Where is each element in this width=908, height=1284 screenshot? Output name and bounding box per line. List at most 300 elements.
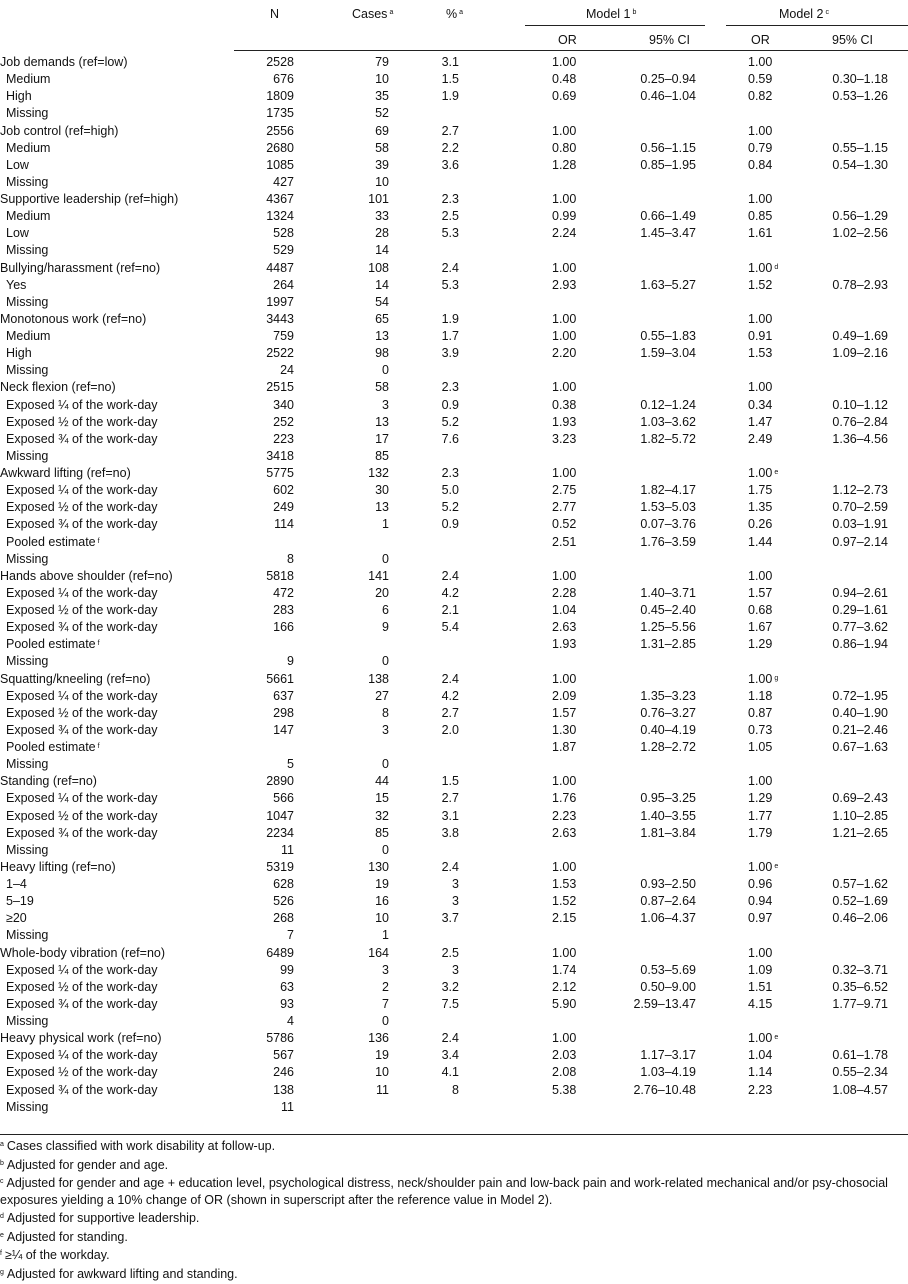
- table-row: [0, 225, 908, 242]
- cell-or-model1-text: 2.75: [552, 483, 576, 497]
- row-label-text: Exposed ¾ of the work-day: [6, 1083, 157, 1097]
- row-label-text: Standing (ref=no): [0, 774, 97, 788]
- cell-pct-text: 2.7: [442, 124, 459, 138]
- cell-ci-model1-text: 1.82–5.72: [640, 432, 696, 446]
- cell-n: [273, 790, 294, 807]
- cell-ci-model1-text: 0.95–3.25: [640, 791, 696, 805]
- cell-or-model2-text: 0.97: [748, 911, 772, 925]
- cell-ci-model1-text: 0.66–1.49: [640, 209, 696, 223]
- cell-or-model2-text: 1.57: [748, 586, 772, 600]
- row-label-text: Exposed ¼ of the work-day: [6, 963, 157, 977]
- cell-or-model2: [748, 516, 772, 533]
- cell-or-model1: [552, 482, 576, 499]
- cell-or-model1: [552, 945, 576, 962]
- cell-cases: [375, 876, 389, 893]
- cell-or-model2: [748, 465, 778, 482]
- cell-ci-model1: [630, 893, 696, 910]
- cell-pct: [442, 910, 459, 927]
- cell-or-model2-text: 4.15: [748, 997, 772, 1011]
- row-label-text: Exposed ½ of the work-day: [6, 603, 157, 617]
- cell-or-model2-text: 0.91: [748, 329, 772, 343]
- cell-n: [280, 996, 294, 1013]
- cell-cases-text: 20: [375, 586, 389, 600]
- cell-n: [273, 1082, 294, 1099]
- cell-ci-model1: [630, 140, 696, 157]
- cell-or-model1-text: 5.90: [552, 997, 576, 1011]
- cell-or-model1: [552, 722, 576, 739]
- table-row: [0, 482, 908, 499]
- label-superscript: f: [98, 640, 100, 647]
- cell-cases: [382, 362, 389, 379]
- row-label-text: Exposed ¼ of the work-day: [6, 689, 157, 703]
- cell-ci-model1: [630, 979, 696, 996]
- cell-or-model2: [748, 962, 772, 979]
- cell-n: [266, 465, 294, 482]
- table-row: [0, 123, 908, 140]
- cell-pct-text: 1.5: [442, 774, 459, 788]
- row-label: [6, 585, 157, 602]
- cell-ci-model1-text: 1.81–3.84: [640, 826, 696, 840]
- header-cases-sup: a: [389, 9, 393, 16]
- row-label: [6, 927, 48, 944]
- cell-pct: [442, 465, 459, 482]
- row-label-text: Low: [6, 158, 29, 172]
- cell-n: [273, 225, 294, 242]
- cell-or-model1-text: 1.00: [552, 1031, 576, 1045]
- cell-or-model2-text: 1.79: [748, 826, 772, 840]
- cell-pct: [442, 1047, 459, 1064]
- cell-or-model1: [552, 260, 576, 277]
- cell-n: [273, 242, 294, 259]
- cell-pct: [442, 140, 459, 157]
- row-label: [0, 260, 160, 277]
- cell-cases-text: 52: [375, 106, 389, 120]
- row-label: [6, 602, 157, 619]
- cell-n: [273, 893, 294, 910]
- cell-n-text: 93: [280, 997, 294, 1011]
- row-label-text: Exposed ¼ of the work-day: [6, 483, 157, 497]
- cell-ci-model2: [822, 996, 888, 1013]
- table-row: [0, 71, 908, 88]
- footnote-mark: d: [0, 1213, 4, 1220]
- row-label: [6, 876, 27, 893]
- cell-ci-model1-text: 0.46–1.04: [640, 89, 696, 103]
- cell-n: [273, 174, 294, 191]
- cell-ci-model1: [630, 88, 696, 105]
- footnote-mark: b: [0, 1160, 4, 1167]
- cell-cases-text: 14: [375, 278, 389, 292]
- cell-pct: [442, 123, 459, 140]
- table-row: [0, 756, 908, 773]
- row-label: [6, 705, 157, 722]
- row-label-text: Missing: [6, 928, 48, 942]
- cell-or-model2-text: 1.05: [748, 740, 772, 754]
- cell-ci-model2-text: 1.10–2.85: [832, 809, 888, 823]
- cell-cases: [375, 431, 389, 448]
- row-label: [6, 996, 157, 1013]
- cell-ci-model2-text: 0.67–1.63: [832, 740, 888, 754]
- row-label: [6, 140, 50, 157]
- cell-ci-model2: [822, 208, 888, 225]
- footnote-text: Adjusted for awkward lifting and standing.: [7, 1267, 238, 1281]
- cell-pct: [442, 671, 459, 688]
- cell-or-model1: [552, 277, 576, 294]
- row-label-text: Exposed ½ of the work-day: [6, 1065, 157, 1079]
- cell-or-model1: [552, 636, 576, 653]
- cell-or-model2-text: 0.59: [748, 72, 772, 86]
- table-row: [0, 636, 908, 653]
- cell-pct-text: 4.1: [442, 1065, 459, 1079]
- cell-cases-text: 30: [375, 483, 389, 497]
- cell-or-model1-text: 1.53: [552, 877, 576, 891]
- cell-n: [266, 260, 294, 277]
- cell-ci-model2-text: 0.94–2.61: [832, 586, 888, 600]
- cell-ci-model1-text: 1.03–3.62: [640, 415, 696, 429]
- cell-or-model2: [748, 671, 778, 688]
- cell-or-model2: [748, 225, 772, 242]
- rule-header-bottom: [234, 50, 908, 51]
- row-label-text: Exposed ¾ of the work-day: [6, 620, 157, 634]
- cell-pct: [442, 979, 459, 996]
- cell-or-model1-text: 1.00: [552, 124, 576, 138]
- cell-ci-model2-text: 0.77–3.62: [832, 620, 888, 634]
- row-label-text: 1–4: [6, 877, 27, 891]
- cell-ci-model2-text: 0.40–1.90: [832, 706, 888, 720]
- cell-n: [274, 516, 294, 533]
- cell-ci-model2-text: 1.09–2.16: [832, 346, 888, 360]
- cell-pct-text: 2.3: [442, 380, 459, 394]
- header-or2: OR: [751, 32, 770, 48]
- cell-n: [287, 756, 294, 773]
- cell-ci-model2-text: 1.12–2.73: [832, 483, 888, 497]
- cell-or-model1: [552, 345, 576, 362]
- cell-pct: [442, 722, 459, 739]
- table-row: [0, 893, 908, 910]
- table-row: [0, 859, 908, 876]
- row-label-text: Whole-body vibration (ref=no): [0, 946, 165, 960]
- cell-n-text: 2522: [266, 346, 294, 360]
- cell-cases-text: 10: [375, 1065, 389, 1079]
- cell-pct: [442, 345, 459, 362]
- cell-cases: [382, 1013, 389, 1030]
- cell-or-model2-text: 0.82: [748, 89, 772, 103]
- cell-pct-text: 7.5: [442, 997, 459, 1011]
- row-label: [6, 653, 48, 670]
- cell-cases-text: 44: [375, 774, 389, 788]
- table-row: [0, 705, 908, 722]
- cell-n: [273, 499, 294, 516]
- cell-n-text: 2890: [266, 774, 294, 788]
- cell-cases: [375, 225, 389, 242]
- footnote-mark: g: [0, 1269, 4, 1276]
- table-row: [0, 54, 908, 71]
- cell-or-model2: [748, 208, 772, 225]
- cell-ci-model2-text: 1.77–9.71: [832, 997, 888, 1011]
- footnote: [0, 1157, 900, 1176]
- cell-cases-text: 15: [375, 791, 389, 805]
- cell-pct-text: 2.5: [442, 209, 459, 223]
- table-row: [0, 174, 908, 191]
- header-or1: OR: [558, 32, 577, 48]
- cell-or-model2: [748, 123, 772, 140]
- row-label: [6, 825, 157, 842]
- footnote-mark: a: [0, 1141, 4, 1148]
- cell-or-model1-text: 1.57: [552, 706, 576, 720]
- cell-cases-text: 7: [382, 997, 389, 1011]
- cell-pct-text: 1.7: [442, 329, 459, 343]
- cell-ci-model1: [630, 482, 696, 499]
- row-label-text: Medium: [6, 72, 50, 86]
- cell-n-text: 567: [273, 1048, 294, 1062]
- cell-n-text: 246: [273, 1065, 294, 1079]
- row-label-text: Exposed ¾ of the work-day: [6, 723, 157, 737]
- row-label: [6, 516, 157, 533]
- row-label-text: Neck flexion (ref=no): [0, 380, 116, 394]
- cell-ci-model1-text: 0.40–4.19: [640, 723, 696, 737]
- row-label: [6, 448, 48, 465]
- cell-ci-model1: [630, 225, 696, 242]
- cell-pct: [442, 482, 459, 499]
- cell-pct-text: 3: [452, 894, 459, 908]
- cell-cases-text: 1: [382, 928, 389, 942]
- cell-ci-model2: [822, 397, 888, 414]
- cell-ci-model2: [822, 688, 888, 705]
- cell-n-text: 602: [273, 483, 294, 497]
- cell-pct-text: 7.6: [442, 432, 459, 446]
- cell-ci-model1-text: 1.25–5.56: [640, 620, 696, 634]
- cell-or-model2: [748, 945, 772, 962]
- cell-ci-model2-text: 0.69–2.43: [832, 791, 888, 805]
- row-label-text: Low: [6, 226, 29, 240]
- footnote: [0, 1247, 900, 1266]
- cell-ci-model1-text: 0.25–0.94: [640, 72, 696, 86]
- cell-ci-model1: [630, 345, 696, 362]
- cell-cases-text: 6: [382, 603, 389, 617]
- cell-or-model2-text: 0.34: [748, 398, 772, 412]
- cell-cases-text: 13: [375, 415, 389, 429]
- cell-n: [273, 1047, 294, 1064]
- cell-or-model2: [748, 260, 778, 277]
- table-row: [0, 825, 908, 842]
- row-label: [6, 551, 48, 568]
- cell-n: [273, 602, 294, 619]
- cell-or-model1-text: 1.00: [552, 380, 576, 394]
- cell-pct-text: 2.5: [442, 946, 459, 960]
- cell-or-model2: [748, 534, 772, 551]
- cell-n-text: 6489: [266, 946, 294, 960]
- header-model1: [586, 6, 636, 22]
- cell-or-model2-text: 1.00: [748, 946, 772, 960]
- cell-or-model1-text: 0.99: [552, 209, 576, 223]
- cell-cases-text: 138: [368, 672, 389, 686]
- cell-n: [273, 277, 294, 294]
- table-row: [0, 208, 908, 225]
- cell-cases: [375, 825, 389, 842]
- cell-n-text: 472: [273, 586, 294, 600]
- cell-or-model2-text: 1.00: [748, 860, 772, 874]
- row-label-text: Medium: [6, 209, 50, 223]
- row-label: [0, 191, 178, 208]
- row-label-text: Missing: [6, 106, 48, 120]
- cell-or-model2: [748, 636, 772, 653]
- cell-pct-text: 5.2: [442, 415, 459, 429]
- footnote: [0, 1138, 900, 1157]
- footnote: [0, 1175, 900, 1210]
- row-label-text: Missing: [6, 1014, 48, 1028]
- cell-n: [273, 688, 294, 705]
- cell-or-model2: [748, 482, 772, 499]
- cell-cases-text: 3: [382, 398, 389, 412]
- row-label-text: Hands above shoulder (ref=no): [0, 569, 173, 583]
- cell-ci-model2: [822, 722, 888, 739]
- cell-cases-text: 13: [375, 329, 389, 343]
- cell-ci-model1: [630, 499, 696, 516]
- cell-ci-model1: [630, 71, 696, 88]
- cell-n-text: 3443: [266, 312, 294, 326]
- cell-ci-model2-text: 1.08–4.57: [832, 1083, 888, 1097]
- cell-cases-text: 164: [368, 946, 389, 960]
- row-label-text: Missing: [6, 757, 48, 771]
- cell-n-text: 166: [273, 620, 294, 634]
- cell-n: [273, 71, 294, 88]
- cell-pct-text: 5.3: [442, 226, 459, 240]
- cell-or-model1-text: 2.63: [552, 826, 576, 840]
- cell-ci-model1: [630, 208, 696, 225]
- cell-n-text: 11: [281, 843, 294, 857]
- cell-pct: [442, 619, 459, 636]
- cell-or-model1-text: 2.12: [552, 980, 576, 994]
- cell-ci-model2-text: 0.76–2.84: [832, 415, 888, 429]
- cell-or-model2: [748, 910, 772, 927]
- cell-pct: [442, 516, 459, 533]
- row-label: [6, 910, 27, 927]
- cell-ci-model2-text: 0.53–1.26: [832, 89, 888, 103]
- table-row: [0, 328, 908, 345]
- cell-cases: [375, 414, 389, 431]
- cell-pct: [442, 379, 459, 396]
- cell-cases: [375, 294, 389, 311]
- cell-ci-model2-text: 0.54–1.30: [832, 158, 888, 172]
- cell-ci-model2-text: 1.02–2.56: [832, 226, 888, 240]
- table-row: [0, 619, 908, 636]
- cell-n-text: 1809: [266, 89, 294, 103]
- cell-ci-model2: [822, 619, 888, 636]
- cell-pct: [452, 1082, 459, 1099]
- cell-or-model2-text: 2.23: [748, 1083, 772, 1097]
- cell-cases-text: 58: [375, 380, 389, 394]
- cell-or-model1-text: 1.00: [552, 329, 576, 343]
- cell-or-model1-text: 2.24: [552, 226, 576, 240]
- cell-or-model1: [552, 534, 576, 551]
- cell-or-model1-text: 1.00: [552, 774, 576, 788]
- cell-cases: [375, 157, 389, 174]
- cell-or-model2: [748, 996, 772, 1013]
- cell-n-text: 628: [273, 877, 294, 891]
- cell-pct: [442, 996, 459, 1013]
- cell-n: [287, 1013, 294, 1030]
- cell-cases: [375, 482, 389, 499]
- row-label: [6, 482, 157, 499]
- cell-cases: [375, 328, 389, 345]
- cell-cases-text: 79: [375, 55, 389, 69]
- cell-ci-model2: [822, 1082, 888, 1099]
- cell-cases-text: 13: [375, 500, 389, 514]
- row-label-text: Bullying/harassment (ref=no): [0, 261, 160, 275]
- cell-ci-model2-text: 1.21–2.65: [832, 826, 888, 840]
- cell-or-model2: [748, 602, 772, 619]
- cell-n-text: 264: [273, 278, 294, 292]
- cell-or-model2-text: 1.35: [748, 500, 772, 514]
- cell-or-model1-text: 1.00: [552, 569, 576, 583]
- cell-ci-model2-text: 0.78–2.93: [832, 278, 888, 292]
- cell-cases-text: 16: [375, 894, 389, 908]
- cell-or-model1-text: 1.00: [552, 261, 576, 275]
- cell-or-model2-text: 1.00: [748, 55, 772, 69]
- cell-ci-model1-text: 0.76–3.27: [640, 706, 696, 720]
- cell-cases-text: 33: [375, 209, 389, 223]
- cell-pct-text: 1.9: [442, 89, 459, 103]
- cell-ci-model2: [822, 345, 888, 362]
- cell-ci-model1-text: 0.87–2.64: [640, 894, 696, 908]
- cell-n: [287, 551, 294, 568]
- cell-or-model2: [748, 379, 772, 396]
- row-label-text: Exposed ¼ of the work-day: [6, 398, 157, 412]
- cell-n-text: 147: [273, 723, 294, 737]
- cell-ci-model2: [822, 876, 888, 893]
- cell-cases: [368, 945, 389, 962]
- cell-or-model2: [748, 773, 772, 790]
- cell-cases: [382, 979, 389, 996]
- cell-or-model1-text: 2.03: [552, 1048, 576, 1062]
- cell-n: [273, 585, 294, 602]
- cell-n: [266, 825, 294, 842]
- table-row: [0, 242, 908, 259]
- cell-cases: [375, 311, 389, 328]
- cell-ci-model1: [630, 962, 696, 979]
- cell-ci-model1-text: 1.35–3.23: [640, 689, 696, 703]
- table-row: [0, 1013, 908, 1030]
- cell-or-model1-text: 2.28: [552, 586, 576, 600]
- cell-pct-text: 3.9: [442, 346, 459, 360]
- header-pct-sup: a: [459, 9, 463, 16]
- cell-or-model1: [552, 602, 576, 619]
- cell-n-text: 138: [273, 1083, 294, 1097]
- cell-ci-model2: [822, 499, 888, 516]
- row-label-text: Yes: [6, 278, 26, 292]
- cell-ci-model2-text: 0.70–2.59: [832, 500, 888, 514]
- cell-cases-text: 0: [382, 843, 389, 857]
- row-label: [6, 893, 34, 910]
- cell-or-model2: [748, 893, 772, 910]
- row-label-text: Medium: [6, 141, 50, 155]
- cell-n: [281, 842, 294, 859]
- row-label: [0, 311, 146, 328]
- cell-or-model2: [748, 345, 772, 362]
- cell-or-model1-text: 1.04: [552, 603, 576, 617]
- table-row: [0, 88, 908, 105]
- row-label-text: Medium: [6, 329, 50, 343]
- cell-n-text: 5786: [266, 1031, 294, 1045]
- cell-or-model2-text: 1.14: [748, 1065, 772, 1079]
- cell-cases: [368, 568, 389, 585]
- row-label-text: Monotonous work (ref=no): [0, 312, 146, 326]
- cell-or-model2-text: 1.00: [748, 672, 772, 686]
- cell-ci-model2-text: 1.36–4.56: [832, 432, 888, 446]
- row-label: [6, 88, 32, 105]
- cell-pct: [442, 790, 459, 807]
- cell-or-model1-text: 0.48: [552, 72, 576, 86]
- cell-pct: [442, 88, 459, 105]
